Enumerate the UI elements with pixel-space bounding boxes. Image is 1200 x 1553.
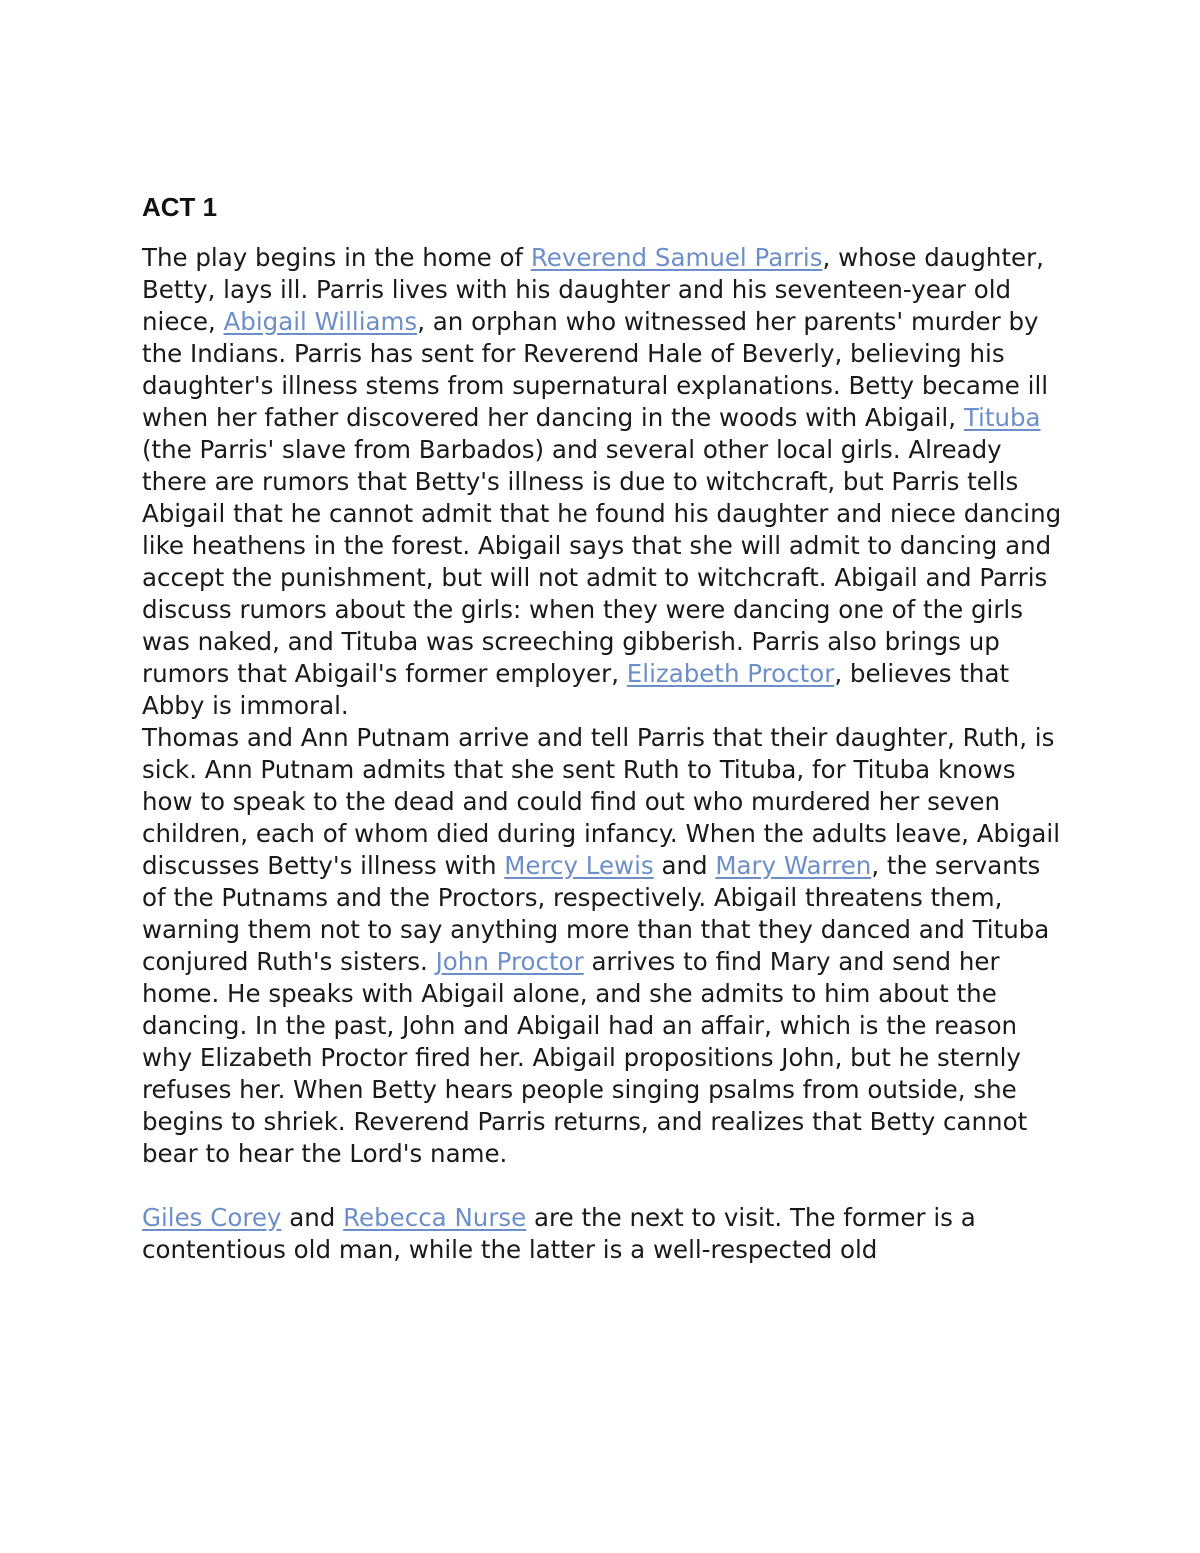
paragraph-text: are the next to visit. The former is a contentious old man, while the latter is a well-respected old — [142, 1203, 976, 1264]
character-link[interactable]: Giles Corey — [142, 1203, 282, 1232]
paragraph-text: The play begins in the home of — [142, 243, 531, 272]
paragraph-text: Thomas and Ann Putnam arrive and tell Parris that their daughter, Ruth, is sick. Ann Putnam admits that she sent Ruth to Tituba, for Tituba knows how to speak to the dead and could find out who murdered her seven children, each of whom died during infancy. When the adults leave, Abigail discusses Betty's illness with — [142, 723, 1061, 880]
paragraph-text: , believes that Abby is immoral. — [142, 659, 1010, 720]
character-link[interactable]: Abigail Williams — [223, 307, 418, 336]
document-body — [142, 242, 1067, 1266]
paragraph-text: (the Parris' slave from Barbados) and several other local girls. Already there are rumors that Betty's illness is due to witchcraft, but Parris tells Abigail that he cannot admit that he found his daughter and niece dancing like heathens in the forest. Abigail says that she will admit to dancing and accept the punishment, but will not admit to witchcraft. Abigail and Parris discuss rumors about the girls: when they were dancing one of the girls was naked, and Tituba was screeching gibberish. Parris also brings up rumors that Abigail's former employer, — [142, 435, 1062, 688]
character-link[interactable]: Elizabeth Proctor — [626, 659, 835, 688]
paragraph-text: arrives to find Mary and send her home. He speaks with Abigail alone, and she admits to him about the dancing. In the past, John and Abigail had an affair, which is the reason why Elizabeth Proctor fired her. Abigail propositions John, but he sternly refuses her. When Betty hears people singing psalms from outside, she begins to shriek. Reverend Parris returns, and realizes that Betty cannot bear to hear the Lord's name. — [142, 947, 1028, 1168]
paragraph — [142, 1202, 1067, 1266]
character-link[interactable]: Rebecca Nurse — [343, 1203, 527, 1232]
paragraph-text: and — [281, 1203, 344, 1232]
paragraph — [142, 722, 1067, 1170]
character-link[interactable]: Mercy Lewis — [504, 851, 654, 880]
character-link[interactable]: Tituba — [963, 403, 1041, 432]
paragraph-text: and — [653, 851, 716, 880]
character-link[interactable]: John Proctor — [435, 947, 584, 976]
paragraph-text: , the servants of the Putnams and the Proctors, respectively. Abigail threatens them, warning them not to say anything more than that they danced and Tituba conjured Ruth's sisters. — [142, 851, 1050, 976]
character-link[interactable]: Reverend Samuel Parris — [530, 243, 823, 272]
character-link[interactable]: Mary Warren — [715, 851, 872, 880]
act-heading: ACT 1 — [142, 192, 218, 222]
paragraph-text: , whose daughter, Betty, lays ill. Parris lives with his daughter and his seventeen-year old niece, — [142, 243, 1044, 336]
paragraph — [142, 242, 1067, 722]
paragraph-text: , an orphan who witnessed her parents' murder by the Indians. Parris has sent for Reverend Hale of Beverly, believing his daughter's illness stems from supernatural explanations. Betty became ill when her father discovered her dancing in the woods with Abigail, — [142, 307, 1049, 432]
document-page — [142, 190, 1067, 1266]
